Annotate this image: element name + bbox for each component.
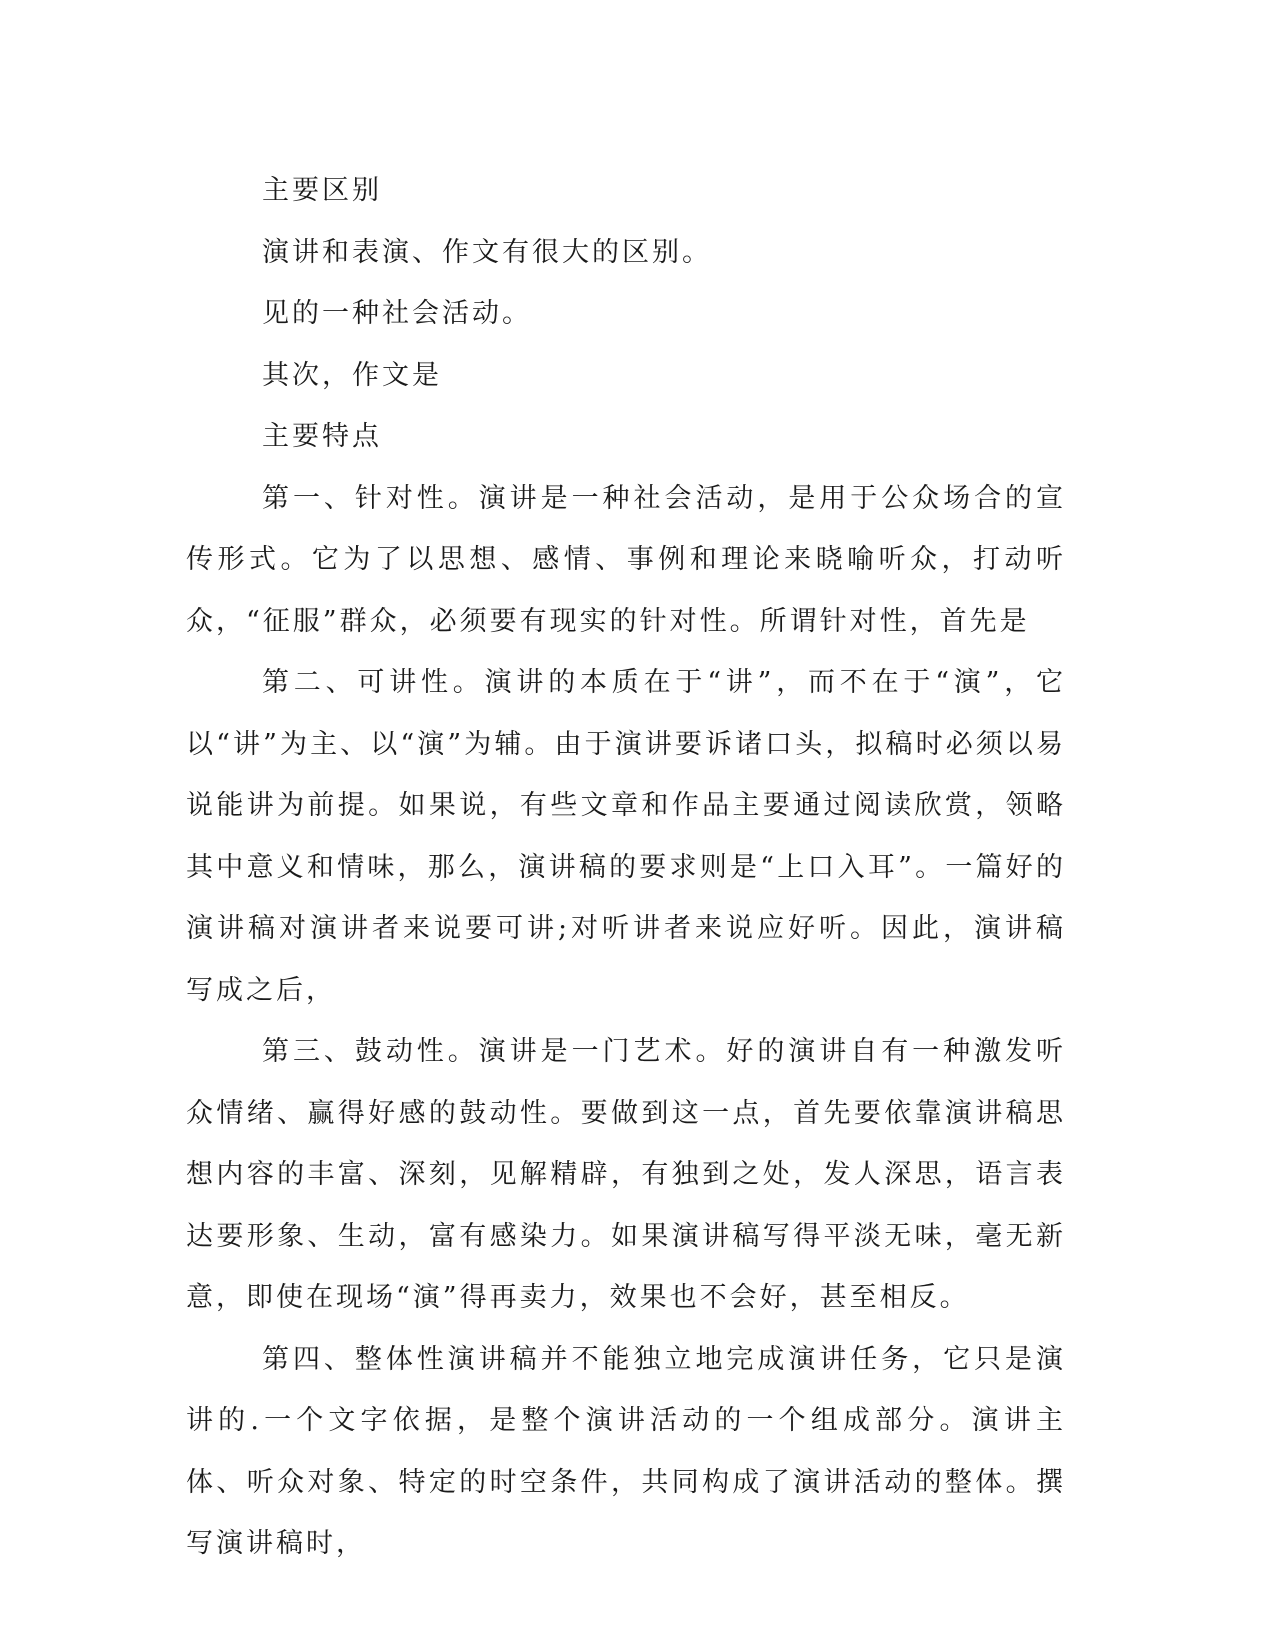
document-body bbox=[186, 160, 1066, 1575]
paragraph-inspiring: 第三、鼓动性。演讲是一门艺术。好的演讲自有一种激发听众情绪、赢得好感的鼓动性。要做到这一点，首先要依靠演讲稿思想内容的丰富、深刻，见解精辟，有独到之处，发人深思，语言表达要形象、生动，富有感染力。如果演讲稿写得平淡无味，毫无新意，即使在现场“演”得再卖力，效果也不会好，甚至相反。 bbox=[186, 1036, 1066, 1313]
line-social-activity: 见的一种社会活动。 bbox=[262, 298, 532, 329]
heading-main-differences: 主要区别 bbox=[262, 175, 382, 206]
paragraph-integrity: 第四、整体性演讲稿并不能独立地完成演讲任务，它只是演讲的.一个文字依据，是整个演讲活动的一个组成部分。演讲主体、听众对象、特定的时空条件，共同构成了演讲活动的整体。撰写演讲稿时， bbox=[186, 1343, 1066, 1559]
line-second-essay: 其次，作文是 bbox=[262, 359, 442, 391]
paragraph-targeting: 第一、针对性。演讲是一种社会活动，是用于公众场合的宣传形式。它为了以思想、感情、事例和理论来晓喻听众，打动听众，“征服”群众，必须要有现实的针对性。所谓针对性，首先是 bbox=[186, 482, 1066, 637]
line-difference-intro: 演讲和表演、作文有很大的区别。 bbox=[262, 236, 712, 268]
heading-main-features: 主要特点 bbox=[262, 421, 382, 452]
paragraph-speakability: 第二、可讲性。演讲的本质在于“讲”，而不在于“演”，它以“讲”为主、以“演”为辅。由于演讲要诉诸口头，拟稿时必须以易说能讲为前提。如果说，有些文章和作品主要通过阅读欣赏，领略其中意义和情味，那么，演讲稿的要求则是“上口入耳”。一篇好的演讲稿对演讲者来说要可讲;对听讲者来说应好听。因此，演讲稿写成之后， bbox=[186, 667, 1066, 1006]
